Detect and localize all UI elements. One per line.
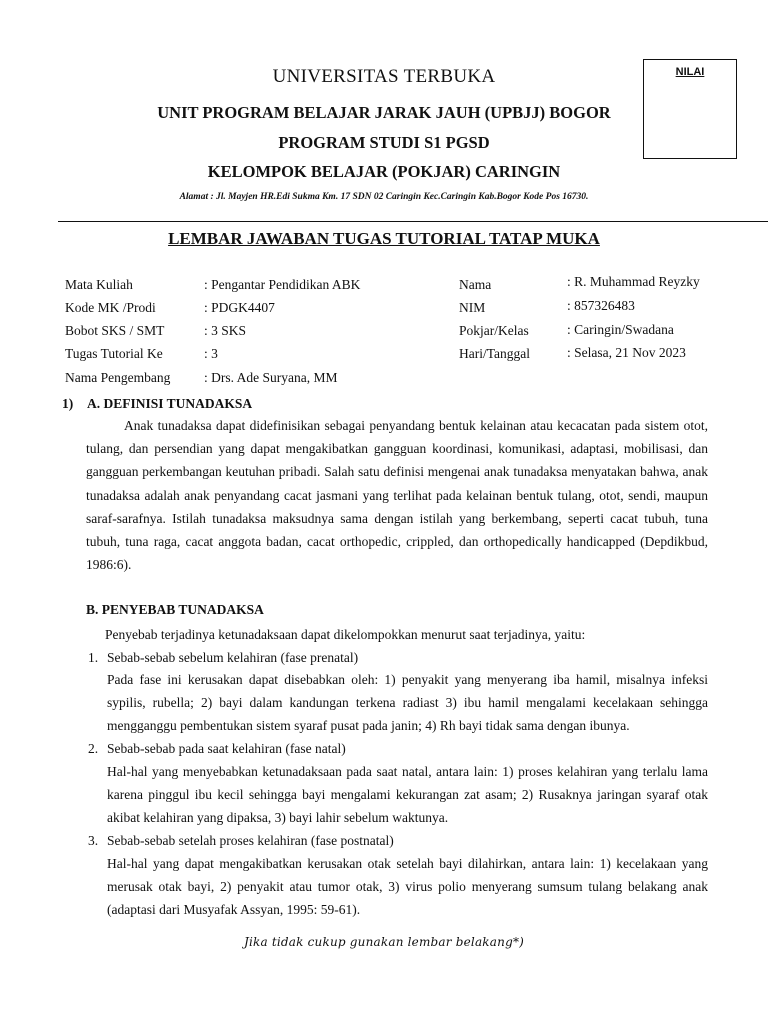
info-value-developer: : Drs. Ade Suryana, MM <box>204 370 338 385</box>
list-item-title: Sebab-sebab pada saat kelahiran (fase natal) <box>107 741 346 756</box>
section-b-heading: B. PENYEBAB TUNADAKSA <box>86 602 264 617</box>
section-b-intro: Penyebab terjadinya ketunadaksaan dapat dikelompokkan menurut saat terjadinya, yaitu: <box>105 627 586 642</box>
info-value-tutorial: : 3 <box>204 346 218 361</box>
section-a-heading: A. DEFINISI TUNADAKSA <box>87 396 253 411</box>
unit-name: UNIT PROGRAM BELAJAR JARAK JAUH (UPBJJ) BOGOR <box>157 103 611 122</box>
info-label-name: Nama <box>459 277 492 292</box>
grade-box <box>643 59 737 159</box>
info-label-nim: NIM <box>459 300 486 315</box>
study-group: KELOMPOK BELAJAR (POKJAR) CARINGIN <box>207 162 561 181</box>
grade-label: NILAI <box>675 66 705 78</box>
study-program: PROGRAM STUDI S1 PGSD <box>278 133 490 152</box>
info-label-date: Hari/Tanggal <box>459 346 531 361</box>
info-label-tutorial: Tugas Tutorial Ke <box>65 346 163 361</box>
list-item-title: Sebab-sebab sebelum kelahiran (fase prenatal) <box>107 650 359 665</box>
info-value-course: : Pengantar Pendidikan ABK <box>204 277 361 292</box>
info-label-developer: Nama Pengembang <box>65 370 171 385</box>
info-label-course-code: Kode MK /Prodi <box>65 300 156 315</box>
section-a-paragraph: Anak tunadaksa dapat didefinisikan sebagai penyandang bentuk kelainan atau kecacatan pada sistem otot, tulang, dan persendian yang dapat mengakibatkan gangguan koordinasi, komunikasi, adaptasi, mobilisasi, dan gangguan perkembangan keutuhan pribadi. Salah satu definisi mengenai anak tunadaksa menyatakan bahwa, anak tunadaksa adalah anak penyandang cacat jasmani yang terlihat pada kelainan bentuk tulang, otot, sendi, maupun saraf-sarafnya. Istilah tunadaksa maksudnya sama dengan istilah yang berkembang, seperti cacat tubuh, tuna tubuh, tuna raga, cacat anggota badan, cacat orthopedic, crippled, dan orthopedically handicapped (Depdikbud, 1986:6). <box>86 418 708 573</box>
list-item-text: Hal-hal yang menyebabkan ketunadaksaan pada saat natal, antara lain: 1) proses kelahiran yang terlalu lama karena pinggul ibu kecil sehingga bayi mengalami kekurangan zat asam; 2) Rusaknya jaringan syaraf otak akibat kelahiran yang dipaksa, 3) bayi lahir sebelum waktunya. <box>107 764 708 826</box>
question-number: 1) <box>62 396 74 411</box>
list-item-title: Sebab-sebab setelah proses kelahiran (fase postnatal) <box>107 833 394 848</box>
info-value-name: : R. Muhammad Reyzky <box>567 274 700 289</box>
footer-note: Jika tidak cukup gunakan lembar belakang*) <box>243 935 525 949</box>
info-value-course-code: : PDGK4407 <box>204 300 275 315</box>
list-item-text: Hal-hal yang dapat mengakibatkan kerusakan otak setelah bayi dilahirkan, antara lain: 1) kecelakaan yang merusak otak bayi, 2) penyakit atau tumor otak, 3) virus polio menyerang sumsum tulang belakang anak (adaptasi dari Musyafak Assyan, 1995: 59-61). <box>107 856 708 918</box>
list-item-number: 1. <box>88 650 99 665</box>
info-value-date: : Selasa, 21 Nov 2023 <box>567 345 686 360</box>
address-line: Alamat : Jl. Mayjen HR.Edi Sukma Km. 17 SDN 02 Caringin Kec.Caringin Kab.Bogor Kode Pos 16730. <box>179 192 589 202</box>
list-item-number: 3. <box>88 833 99 848</box>
list-item-number: 2. <box>88 741 99 756</box>
info-value-credits: : 3 SKS <box>204 323 247 338</box>
info-label-class: Pokjar/Kelas <box>459 323 529 338</box>
info-value-nim: : 857326483 <box>567 298 635 313</box>
info-value-class: : Caringin/Swadana <box>567 322 674 337</box>
list-item-text: Pada fase ini kerusakan dapat disebabkan oleh: 1) penyakit yang menyerang iba hamil, misalnya infeksi sypilis, rubella; 2) bayi dalam kandungan terkena radiast 3) ibu hamil mengalami kecelakaan sehingga mengganggu pembentukan sistem syaraf pusat pada janin; 4) Rh bayi tidak sama dengan ibunya. <box>107 672 708 734</box>
university-name: UNIVERSITAS TERBUKA <box>272 66 496 87</box>
info-label-credits: Bobot SKS / SMT <box>65 323 165 338</box>
document-title: LEMBAR JAWABAN TUGAS TUTORIAL TATAP MUKA <box>168 229 600 248</box>
header-divider <box>58 221 768 222</box>
info-label-course: Mata Kuliah <box>65 277 133 292</box>
